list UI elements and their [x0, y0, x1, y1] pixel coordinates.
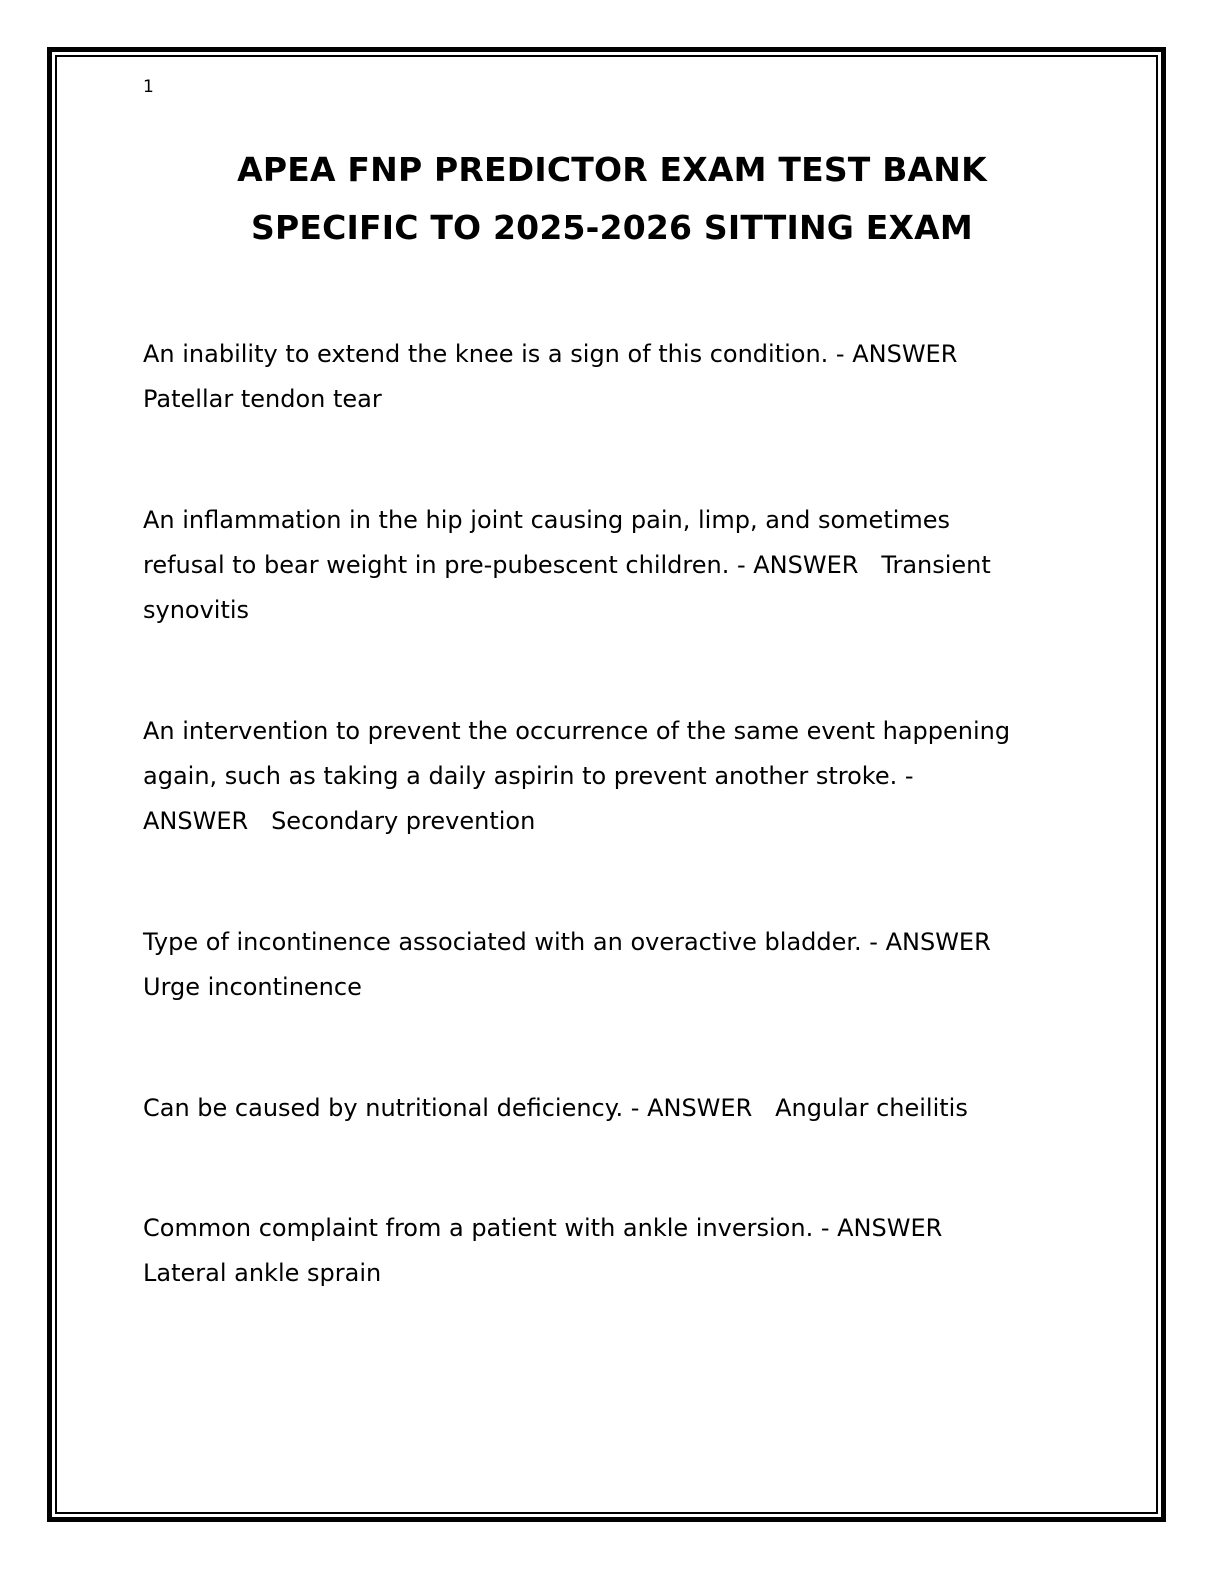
- qa-item-line: Can be caused by nutritional deficiency. - ANSWER Angular cheilitis: [143, 1094, 968, 1122]
- qa-item-1: [143, 332, 1083, 422]
- qa-item-line: Common complaint from a patient with ankle inversion. - ANSWER: [143, 1214, 943, 1242]
- qa-item-line: Patellar tendon tear: [143, 385, 382, 413]
- document-title-line-1: APEA FNP PREDICTOR EXAM TEST BANK: [237, 150, 987, 189]
- page-number: 1: [143, 77, 154, 97]
- qa-item-5: [143, 1086, 1083, 1131]
- qa-item-line: Type of incontinence associated with an overactive bladder. - ANSWER: [143, 928, 991, 956]
- qa-item-3: [143, 709, 1083, 844]
- qa-item-line: An intervention to prevent the occurrence of the same event happening: [143, 717, 1011, 745]
- qa-item-6: [143, 1206, 1083, 1296]
- qa-item-line: again, such as taking a daily aspirin to prevent another stroke. -: [143, 762, 914, 790]
- qa-item-line: Lateral ankle sprain: [143, 1259, 382, 1287]
- qa-item-line: ANSWER Secondary prevention: [143, 807, 536, 835]
- qa-item-2: [143, 498, 1083, 633]
- qa-item-line: An inability to extend the knee is a sign of this condition. - ANSWER: [143, 340, 958, 368]
- qa-item-line: refusal to bear weight in pre-pubescent children. - ANSWER Transient: [143, 551, 991, 579]
- qa-item-line: Urge incontinence: [143, 973, 362, 1001]
- document-title-line-2: SPECIFIC TO 2025-2026 SITTING EXAM: [251, 208, 973, 247]
- qa-item-4: [143, 920, 1083, 1010]
- qa-item-line: synovitis: [143, 596, 250, 624]
- qa-item-line: An inflammation in the hip joint causing pain, limp, and sometimes: [143, 506, 951, 534]
